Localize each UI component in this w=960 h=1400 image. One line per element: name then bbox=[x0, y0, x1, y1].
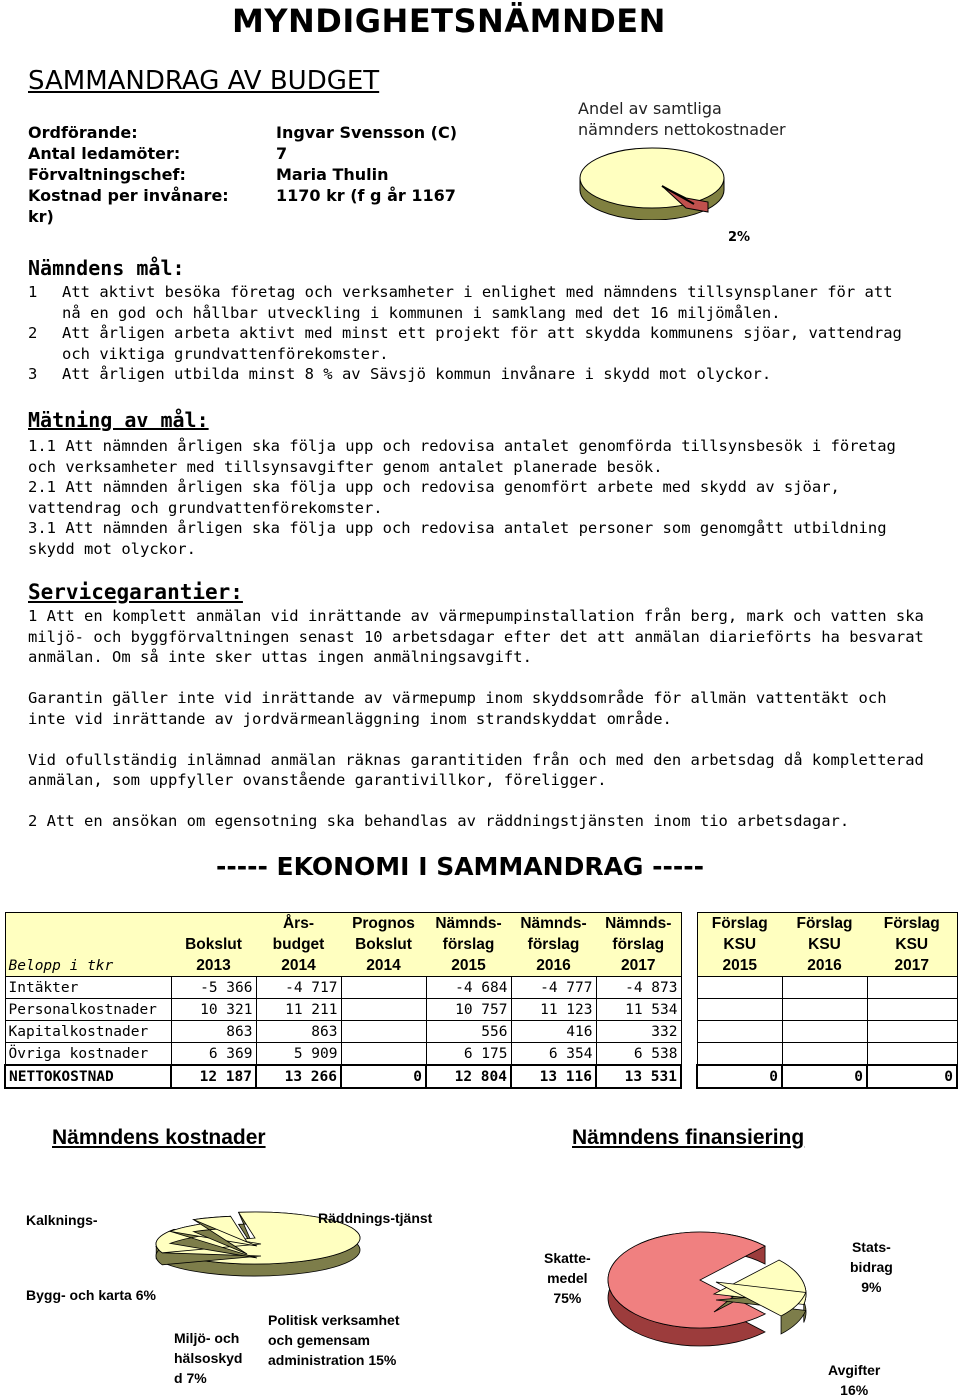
info-row bbox=[28, 143, 548, 164]
header-cell: 2016 bbox=[511, 955, 596, 977]
info-label: Förvaltningschef: bbox=[28, 165, 186, 184]
financing-pie-group bbox=[608, 1232, 806, 1346]
goal-item bbox=[28, 282, 908, 323]
table-cell bbox=[341, 1021, 426, 1043]
costs-label-line: administration 15% bbox=[268, 1352, 397, 1368]
row-header-label: Belopp i tkr bbox=[5, 955, 171, 977]
info-value: 7 bbox=[276, 144, 288, 163]
info-row bbox=[28, 206, 548, 227]
header-cell: förslag bbox=[511, 934, 596, 955]
share-chart-caption bbox=[578, 98, 786, 140]
measurement-item: 1.1 Att nämnden årligen ska följa upp och redovisa antalet genomförda tillsynsbesök i företag och verksamheter med tillsynsavgifter genom antalet planerade besök. bbox=[28, 437, 896, 476]
service-paragraph: Vid ofullständig inlämnad anmälan räknas garantitiden från och med den arbetsdag då kompletterad anmälan, som uppfyller ovanstående garantivillkor, föreligger. bbox=[28, 750, 924, 789]
info-label: Kostnad per invånare: bbox=[28, 186, 229, 205]
row-label: Personalkostnader bbox=[5, 999, 171, 1021]
costs-label-politisk bbox=[268, 1310, 400, 1370]
header-cell: 2014 bbox=[341, 955, 426, 977]
header-cell: Förslag bbox=[697, 913, 782, 935]
table-header-row bbox=[5, 955, 957, 977]
table-row bbox=[5, 977, 957, 999]
table-row bbox=[5, 999, 957, 1021]
header-cell: budget bbox=[256, 934, 341, 955]
table-cell: 0 bbox=[697, 1065, 782, 1088]
goal-number: 2 bbox=[28, 324, 38, 342]
table-cell: 6 369 bbox=[171, 1043, 256, 1066]
header-cell: Års- bbox=[256, 913, 341, 935]
costs-label-line: och gemensam bbox=[268, 1332, 370, 1348]
economy-table bbox=[4, 912, 958, 1089]
goal-text: Att årligen arbeta aktivt med minst ett projekt för att skydda kommunens sjöar, vattendrag och viktiga grundvattenförekomster. bbox=[62, 324, 902, 363]
table-cell bbox=[867, 1021, 957, 1043]
table-cell bbox=[782, 1021, 867, 1043]
table-cell bbox=[697, 1043, 782, 1066]
service-text bbox=[28, 606, 928, 852]
share-pie-chart bbox=[578, 140, 728, 220]
header-cell: KSU bbox=[697, 934, 782, 955]
table-cell: -5 366 bbox=[171, 977, 256, 999]
table-cell: 6 354 bbox=[511, 1043, 596, 1066]
table-row bbox=[5, 1021, 957, 1043]
financing-label-line: bidrag bbox=[850, 1259, 893, 1275]
header-cell: Förslag bbox=[782, 913, 867, 935]
table-cell: 5 909 bbox=[256, 1043, 341, 1066]
goals-list bbox=[28, 282, 908, 385]
costs-label-raddning: Räddnings-tjänst bbox=[318, 1210, 433, 1226]
table-cell: -4 873 bbox=[596, 977, 681, 999]
header-cell: förslag bbox=[596, 934, 681, 955]
service-heading: Servicegarantier: bbox=[28, 580, 243, 604]
header-cell: 2013 bbox=[171, 955, 256, 977]
table-cell: -4 717 bbox=[256, 977, 341, 999]
header-cell: Bokslut bbox=[171, 934, 256, 955]
service-paragraph: 2 Att en ansökan om egensotning ska behandlas av räddningstjänsten inom tio arbetsdagar. bbox=[28, 812, 850, 830]
goal-text: Att årligen utbilda minst 8 % av Sävsjö kommun invånare i skydd mot olyckor. bbox=[62, 365, 772, 383]
share-pie-top bbox=[580, 148, 724, 208]
info-value: 1170 kr (f g år 1167 bbox=[276, 186, 456, 205]
financing-label-avgifter bbox=[828, 1360, 880, 1400]
info-label: Antal ledamöter: bbox=[28, 144, 181, 163]
table-cell bbox=[867, 999, 957, 1021]
header-cell: Nämnds- bbox=[426, 913, 511, 935]
costs-label-bygg: Bygg- och karta 6% bbox=[26, 1287, 156, 1303]
measurement-item: 2.1 Att nämnden årligen ska följa upp och redovisa genomfört arbete med skydd av sjöar, vattendrag och grundvattenförekomster. bbox=[28, 478, 840, 517]
financing-label-skattemedel bbox=[544, 1248, 591, 1308]
header-cell: Bokslut bbox=[341, 934, 426, 955]
share-caption-line: nämnders nettokostnader bbox=[578, 120, 786, 139]
financing-label-line: Skatte- bbox=[544, 1250, 591, 1266]
financing-label-statsbidrag bbox=[850, 1237, 893, 1297]
table-cell: 0 bbox=[782, 1065, 867, 1088]
header-cell: 2015 bbox=[697, 955, 782, 977]
table-cell: 416 bbox=[511, 1021, 596, 1043]
table-cell bbox=[341, 1043, 426, 1066]
table-cell: 332 bbox=[596, 1021, 681, 1043]
table-cell: 11 123 bbox=[511, 999, 596, 1021]
info-label: kr) bbox=[28, 207, 54, 226]
header-cell: 2014 bbox=[256, 955, 341, 977]
measurement-item: 3.1 Att nämnden årligen ska följa upp och redovisa antalet personer som genomgått utbildning skydd mot olyckor. bbox=[28, 519, 887, 558]
measurement-heading: Mätning av mål: bbox=[28, 408, 209, 432]
table-cell: 0 bbox=[867, 1065, 957, 1088]
table-cell: 11 211 bbox=[256, 999, 341, 1021]
table-cell: 0 bbox=[341, 1065, 426, 1088]
table-cell: 12 804 bbox=[426, 1065, 511, 1088]
header-cell: Nämnds- bbox=[511, 913, 596, 935]
financing-chart-heading: Nämndens finansiering bbox=[572, 1126, 805, 1149]
table-cell bbox=[867, 977, 957, 999]
header-cell: förslag bbox=[426, 934, 511, 955]
costs-label-line: Miljö- och bbox=[174, 1330, 240, 1346]
share-caption-line: Andel av samtliga bbox=[578, 99, 722, 118]
info-label: Ordförande: bbox=[28, 123, 138, 142]
goal-number: 1 bbox=[28, 283, 38, 301]
header-cell: 2016 bbox=[782, 955, 867, 977]
financing-label-line: 75% bbox=[553, 1290, 582, 1306]
measurement-list bbox=[28, 436, 928, 559]
costs-label-kalk: Kalknings- bbox=[26, 1212, 98, 1228]
financing-label-line: Stats- bbox=[851, 1239, 891, 1255]
table-cell bbox=[782, 977, 867, 999]
page-subtitle: SAMMANDRAG AV BUDGET bbox=[28, 66, 380, 96]
row-label: NETTOKOSTNAD bbox=[5, 1065, 171, 1088]
table-cell: 11 534 bbox=[596, 999, 681, 1021]
table-cell bbox=[697, 1021, 782, 1043]
table-cell bbox=[697, 999, 782, 1021]
header-cell: 2017 bbox=[867, 955, 957, 977]
table-cell bbox=[697, 977, 782, 999]
table-header-row bbox=[5, 934, 957, 955]
table-row bbox=[5, 1043, 957, 1066]
costs-label-line: Politisk verksamhet bbox=[268, 1312, 400, 1328]
header-cell: Nämnds- bbox=[596, 913, 681, 935]
header-cell: 2015 bbox=[426, 955, 511, 977]
table-cell: 10 757 bbox=[426, 999, 511, 1021]
header-cell bbox=[5, 934, 171, 955]
table-cell: 13 116 bbox=[511, 1065, 596, 1088]
table-cell: 13 266 bbox=[256, 1065, 341, 1088]
financing-pie-chart bbox=[600, 1205, 850, 1375]
table-cell: 556 bbox=[426, 1021, 511, 1043]
table-cell: 13 531 bbox=[596, 1065, 681, 1088]
table-cell bbox=[341, 999, 426, 1021]
costs-label-miljo bbox=[174, 1328, 242, 1388]
service-paragraph: Garantin gäller inte vid inrättande av värmepump inom skyddsområde för allmän vattentäkt och inte vid inrättande av jordvärmeanläggning inom strandskyddat område. bbox=[28, 689, 887, 728]
financing-label-line: 16% bbox=[840, 1382, 869, 1398]
header-cell: KSU bbox=[867, 934, 957, 955]
committee-info bbox=[28, 122, 548, 227]
header-cell: 2017 bbox=[596, 955, 681, 977]
table-cell: 6 538 bbox=[596, 1043, 681, 1066]
header-cell: Förslag bbox=[867, 913, 957, 935]
info-value: Maria Thulin bbox=[276, 165, 389, 184]
table-cell: 863 bbox=[171, 1021, 256, 1043]
info-row bbox=[28, 122, 548, 143]
header-cell bbox=[5, 913, 171, 935]
table-cell: 863 bbox=[256, 1021, 341, 1043]
table-cell bbox=[867, 1043, 957, 1066]
goal-item bbox=[28, 323, 908, 364]
row-label: Övriga kostnader bbox=[5, 1043, 171, 1066]
row-label: Kapitalkostnader bbox=[5, 1021, 171, 1043]
info-value bbox=[276, 206, 491, 227]
info-value: Ingvar Svensson (C) bbox=[276, 123, 458, 142]
table-cell: 6 175 bbox=[426, 1043, 511, 1066]
table-cell bbox=[782, 1043, 867, 1066]
header-cell bbox=[171, 913, 256, 935]
economy-heading: ----- EKONOMI I SAMMANDRAG ----- bbox=[215, 852, 705, 881]
financing-label-line: 9% bbox=[861, 1279, 882, 1295]
financing-label-line: Avgifter bbox=[828, 1362, 881, 1378]
goal-text: Att aktivt besöka företag och verksamheter i enlighet med nämndens tillsynsplaner för att nå en god och hållbar utveckling i kommunen i samklang med det 16 miljömålen. bbox=[62, 283, 893, 322]
goal-item bbox=[28, 364, 908, 385]
header-cell: Prognos bbox=[341, 913, 426, 935]
costs-label-line: d 7% bbox=[174, 1370, 207, 1386]
table-cell: 12 187 bbox=[171, 1065, 256, 1088]
page-title: MYNDIGHETSNÄMNDEN bbox=[232, 2, 666, 40]
table-cell: -4 684 bbox=[426, 977, 511, 999]
costs-chart-heading: Nämndens kostnader bbox=[52, 1126, 266, 1149]
table-cell: 10 321 bbox=[171, 999, 256, 1021]
header-cell: KSU bbox=[782, 934, 867, 955]
table-cell bbox=[782, 999, 867, 1021]
row-label: Intäkter bbox=[5, 977, 171, 999]
service-paragraph: 1 Att en komplett anmälan vid inrättande av värmepumpinstallation från berg, mark och vatten ska miljö- och byggförvaltningen senast 10 arbetsdagar efter det att anmälan diarieförts ha besvarat anmälan. Om så inte sker uttas ingen anmälningsavgift. bbox=[28, 607, 924, 666]
costs-label-line: hälsoskyd bbox=[174, 1350, 243, 1366]
goal-number: 3 bbox=[28, 365, 38, 383]
table-total-row bbox=[5, 1065, 957, 1088]
table-cell bbox=[341, 977, 426, 999]
table-cell: -4 777 bbox=[511, 977, 596, 999]
table-header-row bbox=[5, 913, 957, 935]
financing-label-line: medel bbox=[547, 1270, 588, 1286]
share-percent-label: 2% bbox=[728, 230, 751, 245]
info-row bbox=[28, 185, 548, 206]
info-row bbox=[28, 164, 548, 185]
goals-heading: Nämndens mål: bbox=[28, 256, 185, 280]
